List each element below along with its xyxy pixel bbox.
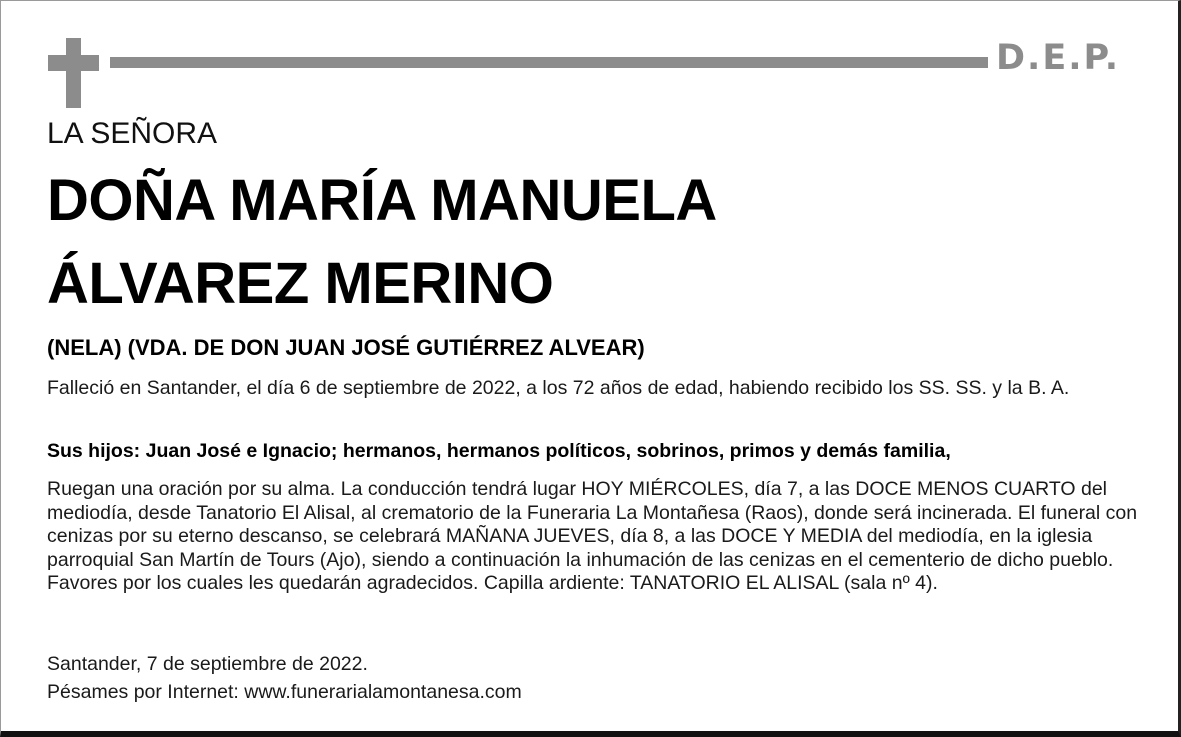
cross-horizontal-bar [48,55,99,71]
header-rule [110,57,988,68]
cross-vertical-bar [66,38,81,108]
condolences-link[interactable]: Pésames por Internet: www.funerarialamontanesa.com [47,681,522,703]
honorific: LA SEÑORA [47,117,218,150]
deceased-alias: (NELA) (VDA. DE DON JUAN JOSÉ GUTIÉRREZ ALVEAR) [47,335,645,360]
ceremony-details: Ruegan una oración por su alma. La conducción tendrá lugar HOY MIÉRCOLES, día 7, a las DOCE MENOS CUARTO del mediodía, desde Tanatorio El Alisal, al crematorio de la Funeraria La Montañesa (Raos), donde será incinerada. El funeral con cenizas por su eterno descanso, se celebrará MAÑANA JUEVES, día 8, a las DOCE Y MEDIA del mediodía, en la iglesia parroquial San Martín de Tours (Ajo), siendo a continuación la inhumación de las cenizas en el cementerio de dicho pueblo. Favores por los cuales les quedarán agradecidos. Capilla ardiente: TANATORIO EL ALISAL (sala nº 4). [47,478,1138,594]
deceased-name-line2: ÁLVAREZ MERINO [47,251,554,316]
family-line: Sus hijos: Juan José e Ignacio; hermanos, hermanos políticos, sobrinos, primos y demás familia, [47,440,951,462]
dep-mark: D.E.P. [996,38,1121,78]
place-date: Santander, 7 de septiembre de 2022. [47,653,368,675]
death-info: Falleció en Santander, el día 6 de septiembre de 2022, a los 72 años de edad, habiendo recibido los SS. SS. y la B. A. [47,377,1070,399]
deceased-name-line1: DOÑA MARÍA MANUELA [47,168,717,233]
